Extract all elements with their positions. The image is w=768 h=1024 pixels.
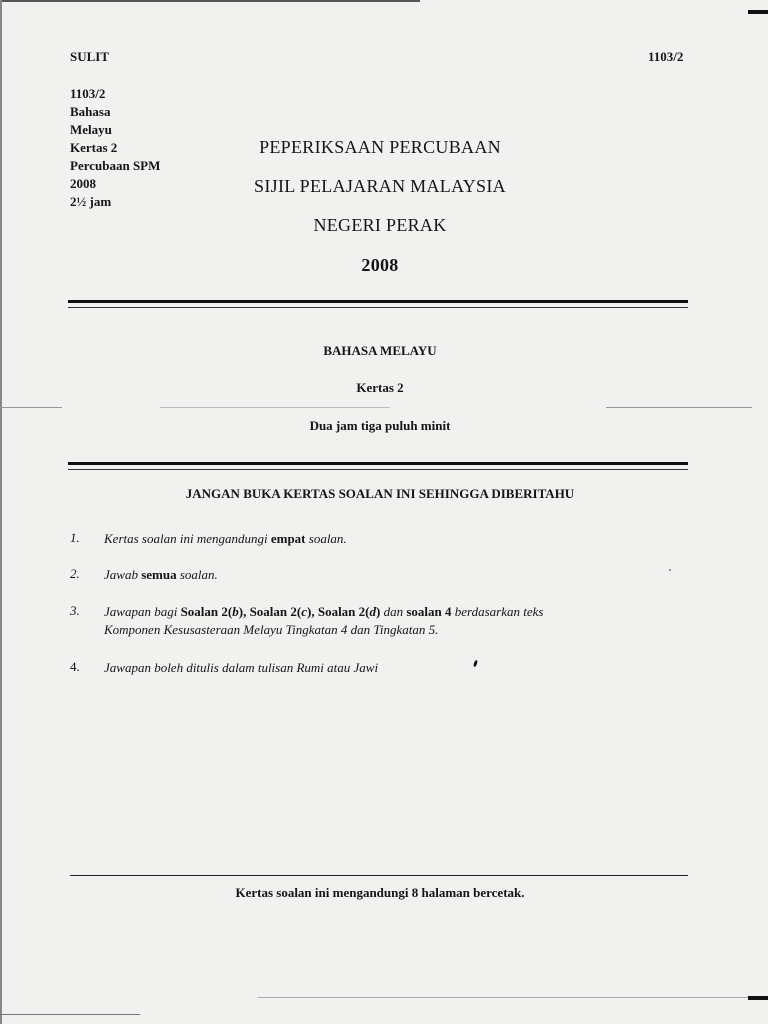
meta-line: Melayu bbox=[70, 122, 112, 137]
footer-divider bbox=[70, 875, 688, 876]
instruction-text-part: Komponen Kesusasteraan Melayu Tingkatan 4 dan Tingkatan 5. bbox=[104, 622, 439, 637]
instruction-text-part: dan bbox=[380, 604, 407, 619]
divider-thick-top bbox=[68, 300, 688, 303]
scan-speck bbox=[669, 569, 671, 571]
paper-meta-block bbox=[70, 85, 160, 211]
paper-number: Kertas 2 bbox=[356, 380, 404, 395]
instruction-emphasis: ) bbox=[307, 604, 312, 619]
instruction-separator: , bbox=[311, 604, 318, 619]
meta-line: Bahasa bbox=[70, 104, 111, 119]
warning-notice: JANGAN BUKA KERTAS SOALAN INI SEHINGGA DIBERITAHU bbox=[185, 486, 575, 501]
instruction-text bbox=[104, 566, 684, 584]
meta-line: Percubaan SPM bbox=[70, 158, 161, 173]
instruction-emphasis: empat bbox=[270, 531, 306, 546]
instruction-emphasis: d bbox=[369, 604, 376, 619]
fold-line-left bbox=[0, 407, 62, 408]
fold-line-mid bbox=[160, 407, 390, 408]
instruction-text-part: soalan. bbox=[305, 531, 347, 546]
paper-code: 1103/2 bbox=[648, 49, 684, 64]
instruction-emphasis: semua bbox=[141, 567, 177, 582]
exam-title-line-1: PEPERIKSAAN PERCUBAAN bbox=[259, 137, 501, 157]
instruction-text-part: soalan. bbox=[176, 567, 218, 582]
divider-thick-bottom bbox=[68, 462, 688, 465]
instruction-emphasis: Soalan 2( bbox=[317, 604, 370, 619]
meta-line: 1103/2 bbox=[70, 86, 106, 101]
instruction-number: 4. bbox=[70, 659, 80, 674]
instruction-number: 3. bbox=[70, 603, 80, 618]
paper-duration: Dua jam tiga puluh minit bbox=[309, 418, 451, 433]
exam-title-line-2: SIJIL PELAJARAN MALAYSIA bbox=[254, 176, 506, 196]
instruction-text: Jawapan boleh ditulis dalam tulisan Rumi atau Jawi bbox=[104, 660, 379, 675]
instruction-text bbox=[104, 603, 684, 639]
instruction-emphasis: soalan 4 bbox=[406, 604, 452, 619]
divider-thin-top bbox=[68, 307, 688, 308]
instruction-emphasis: c bbox=[301, 604, 307, 619]
instruction-text-part: berdasarkan teks bbox=[451, 604, 544, 619]
instruction-text-part: Jawapan bagi bbox=[104, 604, 181, 619]
instruction-emphasis: ) bbox=[238, 604, 244, 619]
exam-title-year: 2008 bbox=[361, 255, 399, 275]
page-count-note: Kertas soalan ini mengandungi 8 halaman bercetak. bbox=[235, 885, 525, 900]
instruction-separator: , bbox=[243, 604, 250, 619]
scan-edge-left bbox=[0, 0, 2, 1024]
instruction-text bbox=[104, 530, 684, 548]
divider-thin-bottom bbox=[68, 469, 688, 470]
instruction-number: 1. bbox=[70, 530, 80, 545]
instruction-number: 2. bbox=[70, 566, 80, 581]
scan-edge-right-top bbox=[748, 10, 768, 14]
instruction-emphasis: ) bbox=[376, 604, 381, 619]
classification-label: SULIT bbox=[70, 49, 110, 64]
meta-line: 2008 bbox=[70, 176, 96, 191]
instruction-emphasis: Soalan 2( bbox=[249, 604, 302, 619]
instruction-emphasis: b bbox=[232, 604, 239, 619]
instruction-text-part: Jawab bbox=[104, 567, 142, 582]
scan-edge-bottom bbox=[258, 997, 748, 998]
instruction-text-part: Kertas soalan ini mengandungi bbox=[104, 531, 271, 546]
scan-edge-bottom-left bbox=[0, 1014, 140, 1015]
exam-title-line-3: NEGERI PERAK bbox=[313, 215, 447, 235]
subject-name: BAHASA MELAYU bbox=[323, 343, 437, 358]
meta-line: 2½ jam bbox=[70, 194, 112, 209]
meta-line: Kertas 2 bbox=[70, 140, 118, 155]
scan-edge-top bbox=[0, 0, 420, 2]
fold-line-right bbox=[606, 407, 752, 408]
scan-edge-right-bottom bbox=[748, 996, 768, 1000]
instruction-emphasis: Soalan 2( bbox=[180, 604, 233, 619]
